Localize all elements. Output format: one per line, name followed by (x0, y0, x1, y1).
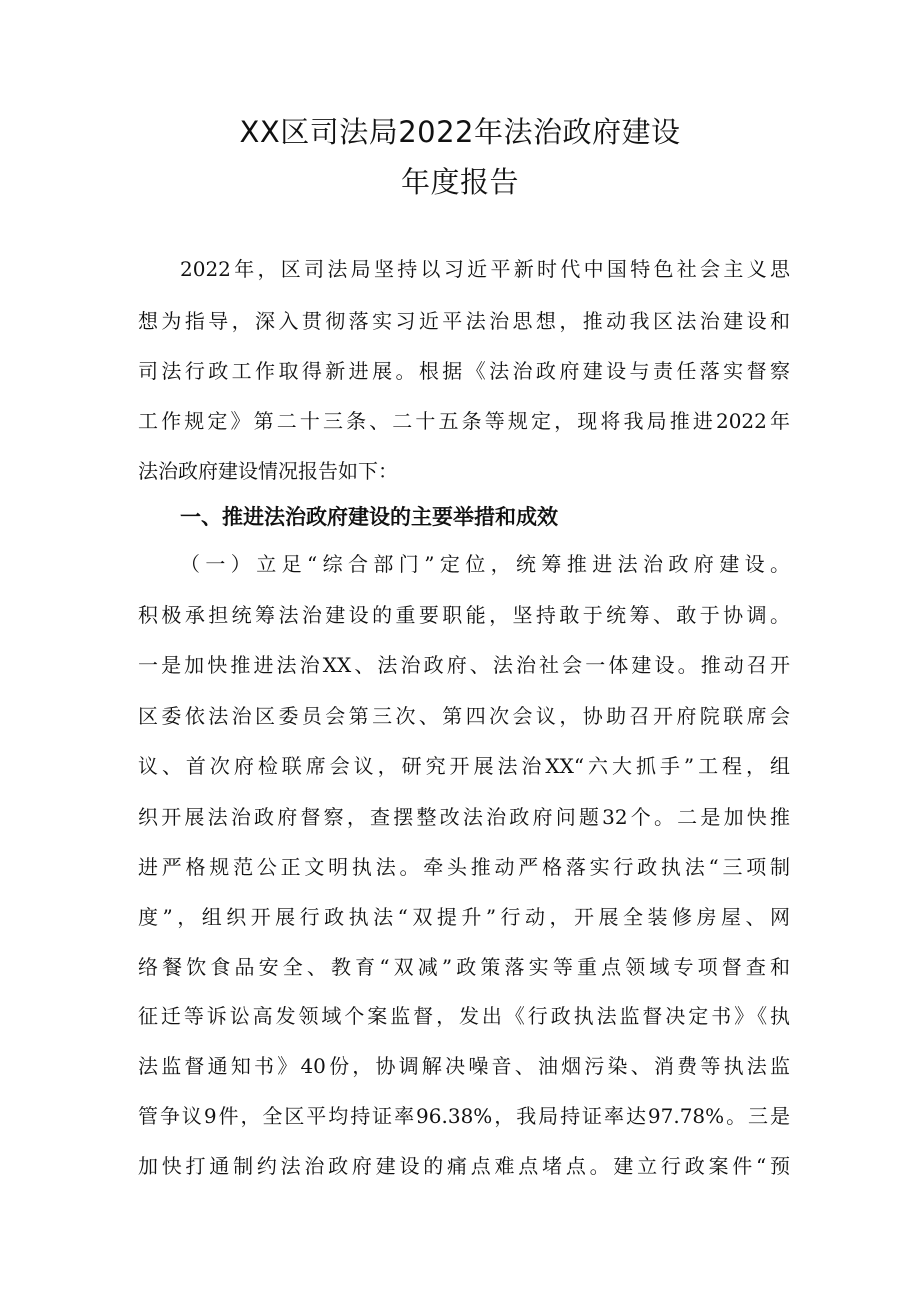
subsection-1-line: （一）立足“综合部门”定位，统筹推进法治政府建设。 (180, 552, 790, 576)
subsection-1-line: 区委依法治区委员会第三次、第四次会议，协助召开府院联席会 (138, 704, 790, 728)
subsection-1-line: 络餐饮食品安全、教育“双减”政策落实等重点领域专项督查和 (138, 955, 790, 979)
subsection-1-line: 管争议9件，全区平均持证率96.38%，我局持证率达97.78%。三是 (138, 1104, 790, 1128)
intro-paragraph-line: 司法行政工作取得新进展。根据《法治政府建设与责任落实督察 (138, 359, 790, 383)
intro-paragraph-line: 想为指导，深入贯彻落实习近平法治思想，推动我区法治建设和 (138, 309, 790, 333)
document-title-line-1: XX区司法局2022年法治政府建设 (239, 115, 681, 149)
subsection-1-line: 法监督通知书》40份，协调解决噪音、油烟污染、消费等执法监 (138, 1054, 790, 1078)
subsection-1-line: 一是加快推进法治XX、法治政府、法治社会一体建设。推动召开 (138, 653, 790, 677)
document-title-line-2: 年度报告 (400, 165, 519, 199)
subsection-1-line: 加快打通制约法治政府建设的痛点难点堵点。建立行政案件“预 (138, 1154, 790, 1178)
section-1-heading: 一、推进法治政府建设的主要举措和成效 (180, 505, 558, 529)
subsection-1-line: 征迁等诉讼高发领域个案监督，发出《行政执法监督决定书》《执 (138, 1004, 790, 1028)
intro-paragraph-line: 法治政府建设情况报告如下： (138, 459, 398, 483)
subsection-1-line: 进严格规范公正文明执法。牵头推动严格落实行政执法“三项制 (138, 855, 790, 879)
intro-paragraph-line: 工作规定》第二十三条、二十五条等规定，现将我局推进2022年 (138, 409, 790, 433)
intro-paragraph-line: 2022年，区司法局坚持以习近平新时代中国特色社会主义思 (180, 257, 790, 281)
subsection-1-line: 积极承担统筹法治建设的重要职能，坚持敢于统筹、敢于协调。 (138, 603, 790, 627)
subsection-1-line: 议、首次府检联席会议，研究开展法治XX“六大抓手”工程，组 (138, 754, 790, 778)
subsection-1-line: 织开展法治政府督察，查摆整改法治政府问题32个。二是加快推 (138, 805, 790, 829)
subsection-1-line: 度”，组织开展行政执法“双提升”行动，开展全装修房屋、网 (138, 905, 790, 929)
